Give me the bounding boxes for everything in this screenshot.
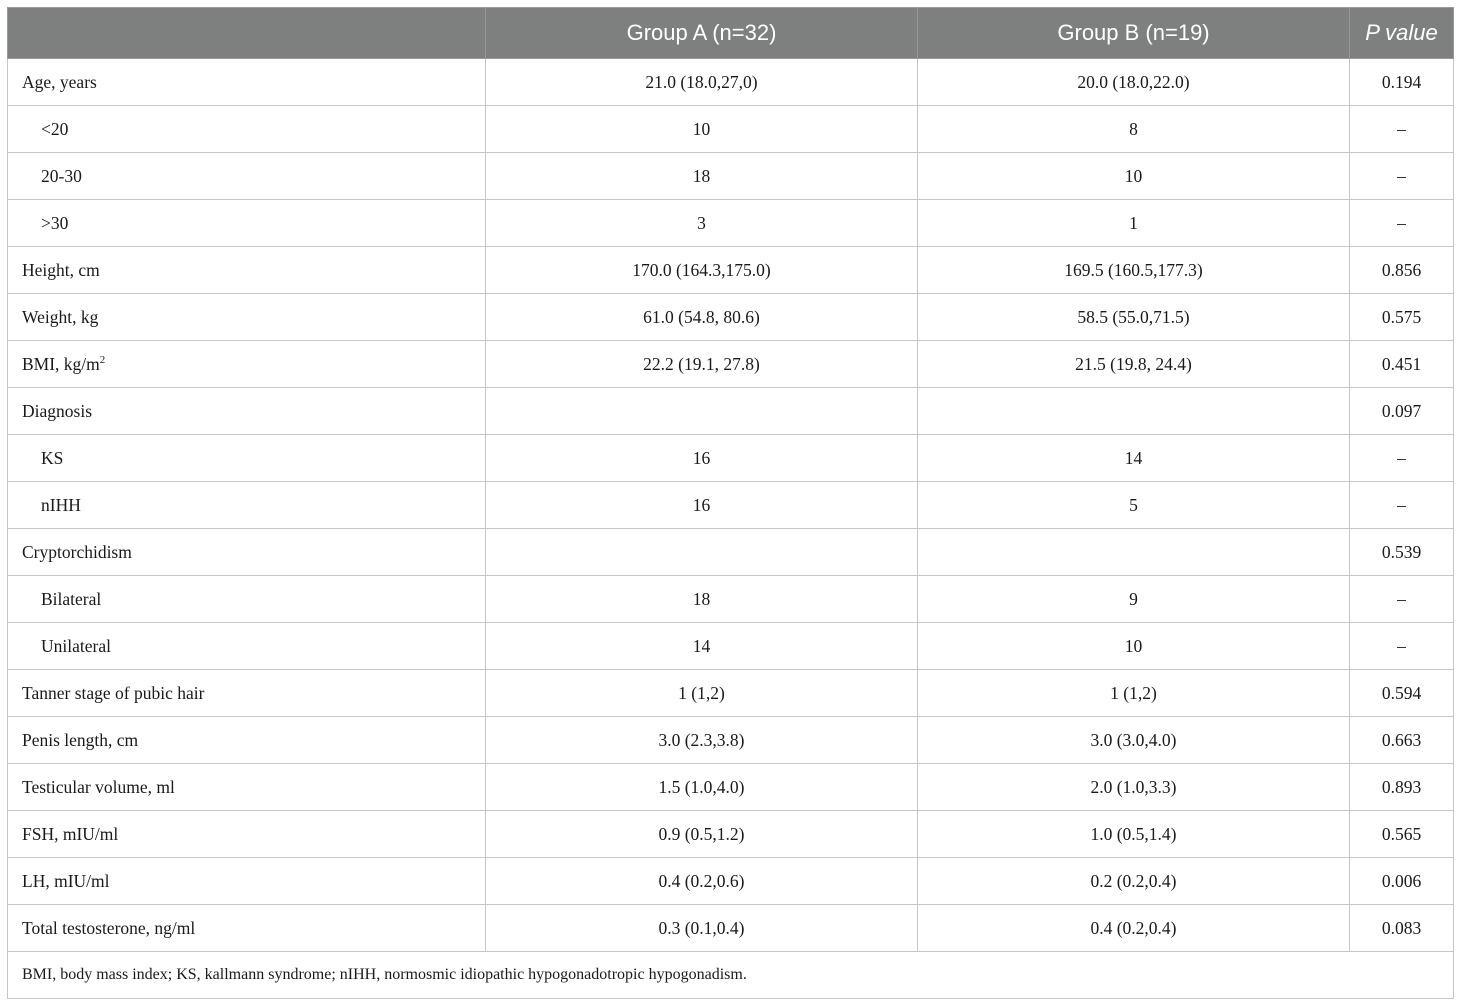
group-a-value: [486, 529, 918, 576]
row-label-text: Tanner stage of pubic hair: [22, 682, 205, 703]
group-b-value: 169.5 (160.5,177.3): [918, 247, 1350, 294]
table-header-row: [8, 8, 1454, 59]
group-b-value: 9: [918, 576, 1350, 623]
header-group-b: Group B (n=19): [918, 8, 1350, 59]
p-value: 0.663: [1350, 717, 1454, 764]
group-a-value: 10: [486, 106, 918, 153]
table-row: [8, 764, 1454, 811]
header-variable: [8, 8, 486, 59]
table-row: [8, 59, 1454, 106]
row-label: [8, 388, 486, 435]
row-label-text: <20: [41, 118, 69, 139]
header-group-a: Group A (n=32): [486, 8, 918, 59]
p-value: –: [1350, 435, 1454, 482]
row-label-text: Cryptorchidism: [22, 541, 132, 562]
row-label: [8, 529, 486, 576]
table-row: [8, 717, 1454, 764]
group-b-value: 1: [918, 200, 1350, 247]
table-row: [8, 529, 1454, 576]
row-label-text: Penis length, cm: [22, 729, 139, 750]
row-label-text: Bilateral: [41, 588, 102, 609]
group-b-value: 8: [918, 106, 1350, 153]
p-value: 0.194: [1350, 59, 1454, 106]
row-label-text: FSH, mIU/ml: [22, 823, 119, 844]
p-value: 0.856: [1350, 247, 1454, 294]
group-a-value: 1 (1,2): [486, 670, 918, 717]
group-b-value: 0.2 (0.2,0.4): [918, 858, 1350, 905]
group-a-value: 21.0 (18.0,27,0): [486, 59, 918, 106]
row-label: [8, 341, 486, 388]
p-value: 0.097: [1350, 388, 1454, 435]
group-a-value: 18: [486, 153, 918, 200]
table-row: [8, 858, 1454, 905]
table-row: [8, 388, 1454, 435]
row-label-text: LH, mIU/ml: [22, 870, 110, 891]
table-row: [8, 106, 1454, 153]
patient-characteristics-table: [7, 7, 1454, 999]
group-a-value: 170.0 (164.3,175.0): [486, 247, 918, 294]
group-b-value: 1 (1,2): [918, 670, 1350, 717]
row-label-text: Unilateral: [41, 635, 111, 656]
row-label-text: BMI, kg/m: [22, 353, 100, 374]
row-label-text: Height, cm: [22, 259, 100, 280]
group-b-value: 2.0 (1.0,3.3): [918, 764, 1350, 811]
group-b-value: 0.4 (0.2,0.4): [918, 905, 1350, 952]
group-b-value: [918, 529, 1350, 576]
p-value: 0.893: [1350, 764, 1454, 811]
row-label-text: Total testosterone, ng/ml: [22, 917, 196, 938]
p-value: 0.575: [1350, 294, 1454, 341]
group-a-value: 3.0 (2.3,3.8): [486, 717, 918, 764]
group-b-value: 20.0 (18.0,22.0): [918, 59, 1350, 106]
table-row: [8, 623, 1454, 670]
group-b-value: 21.5 (19.8, 24.4): [918, 341, 1350, 388]
group-a-value: 3: [486, 200, 918, 247]
row-label-text: >30: [41, 212, 69, 233]
table-row: [8, 200, 1454, 247]
group-a-value: 0.4 (0.2,0.6): [486, 858, 918, 905]
row-label-text: nIHH: [41, 494, 81, 515]
row-label-text: Age, years: [22, 71, 97, 92]
p-value: 0.565: [1350, 811, 1454, 858]
p-value: –: [1350, 153, 1454, 200]
group-a-value: 22.2 (19.1, 27.8): [486, 341, 918, 388]
p-value: 0.083: [1350, 905, 1454, 952]
row-label-text: Weight, kg: [22, 306, 99, 327]
row-label: [8, 905, 486, 952]
group-b-value: 10: [918, 623, 1350, 670]
row-label-superscript: 2: [99, 353, 106, 366]
group-a-value: 0.3 (0.1,0.4): [486, 905, 918, 952]
group-b-value: 14: [918, 435, 1350, 482]
row-label: [8, 670, 486, 717]
table-row: [8, 670, 1454, 717]
p-value: –: [1350, 623, 1454, 670]
group-a-value: 1.5 (1.0,4.0): [486, 764, 918, 811]
p-value: –: [1350, 200, 1454, 247]
group-a-value: 18: [486, 576, 918, 623]
row-label: [8, 576, 486, 623]
table-row: [8, 247, 1454, 294]
row-label: [8, 858, 486, 905]
table-row: [8, 576, 1454, 623]
row-label: [8, 623, 486, 670]
group-a-value: 16: [486, 435, 918, 482]
row-label: [8, 717, 486, 764]
header-p-value: P value: [1350, 8, 1454, 59]
group-a-value: 61.0 (54.8, 80.6): [486, 294, 918, 341]
row-label: [8, 106, 486, 153]
table-row: [8, 482, 1454, 529]
row-label-text: KS: [41, 447, 64, 468]
group-b-value: 5: [918, 482, 1350, 529]
p-value: 0.539: [1350, 529, 1454, 576]
row-label: [8, 482, 486, 529]
table-row: [8, 811, 1454, 858]
footnote-row: [8, 952, 1454, 999]
group-a-value: 0.9 (0.5,1.2): [486, 811, 918, 858]
row-label: [8, 294, 486, 341]
table-row: [8, 341, 1454, 388]
table-row: [8, 294, 1454, 341]
group-b-value: 10: [918, 153, 1350, 200]
row-label: [8, 247, 486, 294]
p-value: –: [1350, 482, 1454, 529]
p-value: –: [1350, 576, 1454, 623]
row-label: [8, 435, 486, 482]
row-label: [8, 59, 486, 106]
row-label: [8, 764, 486, 811]
group-a-value: [486, 388, 918, 435]
group-b-value: 3.0 (3.0,4.0): [918, 717, 1350, 764]
p-value: 0.006: [1350, 858, 1454, 905]
row-label-text: Testicular volume, ml: [22, 776, 175, 797]
group-b-value: [918, 388, 1350, 435]
table-container: [7, 7, 1453, 999]
table-row: [8, 435, 1454, 482]
row-label: [8, 811, 486, 858]
table-footnote: BMI, body mass index; KS, kallmann syndrome; nIHH, normosmic idiopathic hypogonadotropic hypogonadism.: [8, 952, 1454, 999]
group-b-value: 1.0 (0.5,1.4): [918, 811, 1350, 858]
p-value: 0.451: [1350, 341, 1454, 388]
table-row: [8, 153, 1454, 200]
group-a-value: 14: [486, 623, 918, 670]
row-label-text: 20-30: [41, 165, 82, 186]
group-b-value: 58.5 (55.0,71.5): [918, 294, 1350, 341]
p-value: –: [1350, 106, 1454, 153]
table-row: [8, 905, 1454, 952]
row-label: [8, 153, 486, 200]
p-value: 0.594: [1350, 670, 1454, 717]
row-label: [8, 200, 486, 247]
group-a-value: 16: [486, 482, 918, 529]
row-label-text: Diagnosis: [22, 400, 92, 421]
